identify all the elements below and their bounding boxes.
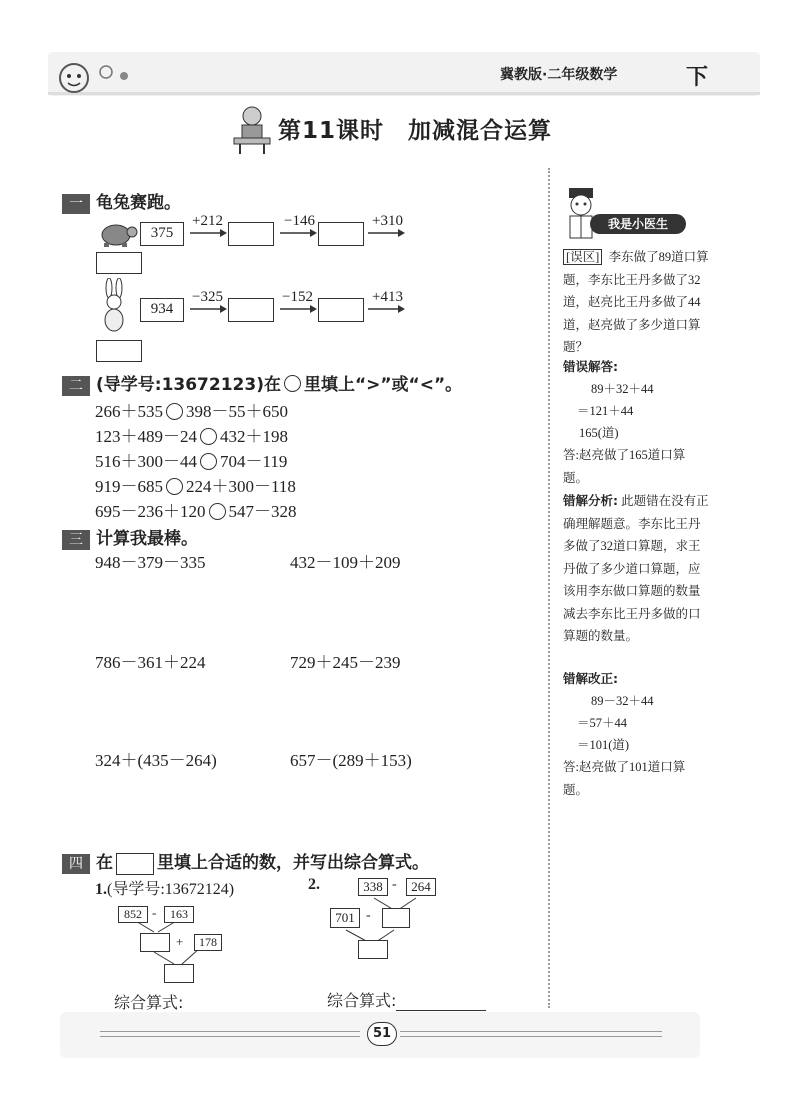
arrow-icon <box>190 228 228 238</box>
compare-circle-icon <box>284 375 301 392</box>
answer-box[interactable] <box>228 222 274 246</box>
p2-op1: - <box>392 877 397 892</box>
p1-formula <box>114 990 273 1013</box>
student-reading-icon <box>232 104 272 154</box>
p1-hint: (导学号:13672124) <box>107 881 235 898</box>
calc-problem: 657－(289＋153) <box>290 751 412 770</box>
turtle-step-2: −146 <box>284 213 315 229</box>
formula-blank[interactable] <box>396 993 486 1011</box>
p1-c: 178 <box>194 934 222 951</box>
book-series: 冀教版·二年级数学 <box>500 67 618 83</box>
compare-left: 919－685 <box>95 477 163 496</box>
footer-rule-left <box>100 1031 360 1037</box>
compare-circle[interactable] <box>200 428 217 445</box>
compare-circle[interactable] <box>209 503 226 520</box>
answer-box[interactable] <box>318 222 364 246</box>
p1-number: 1. <box>95 881 107 898</box>
section-tag: 四 <box>62 854 90 874</box>
p2-c: 701 <box>330 908 360 928</box>
fix-step: ＝101(道) <box>577 738 630 752</box>
compare-left: 516＋300－44 <box>95 452 197 471</box>
compare-circle[interactable] <box>166 403 183 420</box>
fill-box-icon <box>116 853 154 875</box>
compare-right: 432＋198 <box>220 427 288 446</box>
section-1-heading <box>62 188 181 214</box>
calc-problem: 729＋245－239 <box>290 653 401 672</box>
compare-left: 695－236＋120 <box>95 502 206 521</box>
section-title-post: 里填上合适的数，并写出综合算式。 <box>157 853 429 873</box>
wrong-step: ＝121＋44 <box>577 404 634 418</box>
calc-problem: 324＋(435－264) <box>95 751 217 770</box>
rabbit-icon <box>94 278 134 334</box>
section-4-heading <box>62 848 429 875</box>
formula-label: 综合算式: <box>114 993 184 1012</box>
p2-label: 2. <box>308 876 320 893</box>
page-number: 51 <box>367 1022 397 1046</box>
section-2-heading <box>62 370 462 396</box>
compare-left: 123＋489－24 <box>95 427 197 446</box>
compare-row <box>95 472 296 497</box>
compare-right: 547－328 <box>228 502 297 521</box>
arrow-icon <box>368 304 406 314</box>
formula-blank[interactable] <box>183 995 273 1013</box>
rabbit-step-1: −325 <box>192 289 223 305</box>
compare-right: 398－55＋650 <box>186 402 288 421</box>
arrow-icon <box>280 304 318 314</box>
footer-rule-right <box>400 1031 662 1037</box>
calc-problem: 948－379－335 <box>95 553 206 572</box>
section-3-heading <box>62 524 198 550</box>
compare-row <box>95 497 297 522</box>
section-title: 计算我最棒。 <box>96 529 198 549</box>
fix-step: 89－32＋44 <box>591 694 654 708</box>
wrong-answer: 答:赵亮做了165道口算题。 <box>563 448 686 485</box>
p2-a: 338 <box>358 878 388 896</box>
answer-box[interactable] <box>382 908 410 928</box>
section-title-pre: 在 <box>96 853 113 873</box>
calc-problem: 786－361＋224 <box>95 653 206 672</box>
section-title-pre: (导学号:13672123)在 <box>96 375 281 395</box>
wrong-title: 错误解答: <box>563 359 618 374</box>
doctor-banner: 我是小医生 <box>590 214 686 234</box>
compare-left: 266＋535 <box>95 402 163 421</box>
answer-box[interactable] <box>228 298 274 322</box>
p1-op2: + <box>176 934 184 949</box>
calc-problem: 432－109＋209 <box>290 553 401 572</box>
arrow-icon <box>280 228 318 238</box>
rabbit-step-2: −152 <box>282 289 313 305</box>
fix-answer: 答:赵亮做了101道口算题。 <box>563 760 686 797</box>
compare-row <box>95 422 288 447</box>
section-tag: 一 <box>62 194 90 214</box>
doctor-problem-text: 李东做了89道口算题，李东比王丹多做了32道，赵亮比王丹多做了44道，赵亮做了多少道口算题？ <box>563 250 709 354</box>
compare-row <box>95 397 288 422</box>
header-stripe <box>48 92 760 95</box>
compare-circle[interactable] <box>200 453 217 470</box>
answer-box[interactable] <box>96 340 142 362</box>
p1-label <box>95 876 234 899</box>
p2-formula <box>327 988 486 1011</box>
compare-row <box>95 447 287 472</box>
turtle-start: 375 <box>140 222 184 246</box>
compare-right: 224＋300－118 <box>186 477 296 496</box>
answer-box[interactable] <box>358 940 388 959</box>
wrong-step: 165(道) <box>579 426 619 440</box>
turtle-icon <box>96 218 138 248</box>
section-tag: 三 <box>62 530 90 550</box>
p2-b: 264 <box>406 878 436 896</box>
turtle-step-3: +310 <box>372 213 403 229</box>
answer-box[interactable] <box>140 933 170 952</box>
header-band <box>48 52 760 96</box>
answer-box[interactable] <box>96 252 142 274</box>
p1-op1: - <box>152 905 157 920</box>
turtle-step-1: +212 <box>192 213 223 229</box>
p1-b: 163 <box>164 906 194 923</box>
p1-a: 852 <box>118 906 148 923</box>
answer-box[interactable] <box>164 964 194 983</box>
rabbit-step-3: +413 <box>372 289 403 305</box>
p2-tree-lines <box>328 890 448 970</box>
lesson-title: 第11课时 加减混合运算 <box>278 118 553 144</box>
answer-box[interactable] <box>318 298 364 322</box>
fix-title: 错解改正: <box>563 671 618 686</box>
rabbit-start: 934 <box>140 298 184 322</box>
compare-right: 704－119 <box>220 452 288 471</box>
section-title-post: 里填上“>”或“<”。 <box>303 375 463 395</box>
formula-label: 综合算式: <box>327 991 397 1010</box>
doctor-tag: [误区] <box>563 249 602 265</box>
volume-tag: 下 <box>686 65 709 90</box>
analysis-text: 此题错在没有正确理解题意。李东比王丹多做了32道口算题，求王丹做了多少道口算题，应该用李东做口算题的数量减去李东比王丹多做的口算题的数量。 <box>563 494 709 643</box>
analysis <box>563 490 709 648</box>
compare-circle[interactable] <box>166 478 183 495</box>
doctor-problem <box>563 246 709 359</box>
analysis-title: 错解分析: <box>563 493 618 508</box>
section-title: 龟兔赛跑。 <box>96 193 181 213</box>
arrow-icon <box>190 304 228 314</box>
p2-op2: - <box>366 908 371 923</box>
wrong-step: 89＋32＋44 <box>591 382 654 396</box>
fix-step: ＝57＋44 <box>577 716 628 730</box>
cartoon-logo-icon <box>44 52 140 96</box>
section-tag: 二 <box>62 376 90 396</box>
column-divider <box>548 168 550 1008</box>
arrow-icon <box>368 228 406 238</box>
